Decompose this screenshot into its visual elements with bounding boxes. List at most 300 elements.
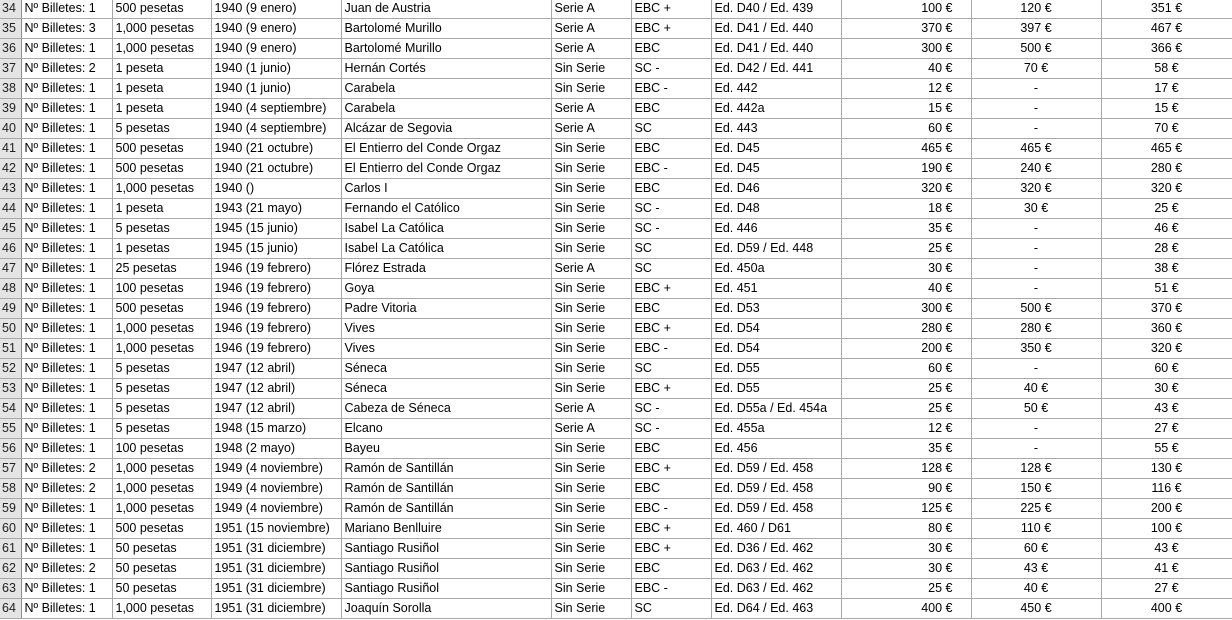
- date-cell[interactable]: 1951 (31 diciembre): [211, 559, 341, 579]
- price-2-cell[interactable]: 350 €: [971, 339, 1101, 359]
- price-3-cell[interactable]: 320 €: [1101, 179, 1232, 199]
- catalog-cell[interactable]: Ed. D40 / Ed. 439: [711, 0, 841, 19]
- date-cell[interactable]: 1949 (4 noviembre): [211, 459, 341, 479]
- grade-cell[interactable]: SC -: [631, 219, 711, 239]
- billetes-count-cell[interactable]: Nº Billetes: 1: [21, 539, 112, 559]
- grade-cell[interactable]: EBC: [631, 439, 711, 459]
- serie-cell[interactable]: Sin Serie: [551, 199, 631, 219]
- price-3-cell[interactable]: 366 €: [1101, 39, 1232, 59]
- billetes-count-cell[interactable]: Nº Billetes: 1: [21, 179, 112, 199]
- billetes-count-cell[interactable]: Nº Billetes: 2: [21, 479, 112, 499]
- grade-cell[interactable]: EBC: [631, 139, 711, 159]
- denomination-cell[interactable]: 1 peseta: [112, 79, 211, 99]
- serie-cell[interactable]: Serie A: [551, 259, 631, 279]
- denomination-cell[interactable]: 50 pesetas: [112, 579, 211, 599]
- price-1-cell[interactable]: 12 €: [841, 419, 971, 439]
- price-3-cell[interactable]: 25 €: [1101, 199, 1232, 219]
- serie-cell[interactable]: Serie A: [551, 399, 631, 419]
- grade-cell[interactable]: EBC: [631, 99, 711, 119]
- grade-cell[interactable]: SC -: [631, 199, 711, 219]
- design-cell[interactable]: Cabeza de Séneca: [341, 399, 551, 419]
- design-cell[interactable]: Santiago Rusiñol: [341, 579, 551, 599]
- denomination-cell[interactable]: 5 pesetas: [112, 399, 211, 419]
- catalog-cell[interactable]: Ed. 446: [711, 219, 841, 239]
- row-header[interactable]: 59: [0, 499, 21, 519]
- price-1-cell[interactable]: 25 €: [841, 399, 971, 419]
- design-cell[interactable]: Juan de Austria: [341, 0, 551, 19]
- design-cell[interactable]: Vives: [341, 319, 551, 339]
- serie-cell[interactable]: Sin Serie: [551, 579, 631, 599]
- row-header[interactable]: 45: [0, 219, 21, 239]
- price-1-cell[interactable]: 300 €: [841, 299, 971, 319]
- date-cell[interactable]: 1948 (15 marzo): [211, 419, 341, 439]
- design-cell[interactable]: Ramón de Santillán: [341, 479, 551, 499]
- price-3-cell[interactable]: 351 €: [1101, 0, 1232, 19]
- price-2-cell[interactable]: 50 €: [971, 399, 1101, 419]
- serie-cell[interactable]: Sin Serie: [551, 79, 631, 99]
- denomination-cell[interactable]: 100 pesetas: [112, 439, 211, 459]
- catalog-cell[interactable]: Ed. D46: [711, 179, 841, 199]
- row-header[interactable]: 54: [0, 399, 21, 419]
- design-cell[interactable]: Isabel La Católica: [341, 239, 551, 259]
- price-2-cell[interactable]: 40 €: [971, 379, 1101, 399]
- design-cell[interactable]: Fernando el Católico: [341, 199, 551, 219]
- price-1-cell[interactable]: 35 €: [841, 219, 971, 239]
- price-3-cell[interactable]: 27 €: [1101, 579, 1232, 599]
- date-cell[interactable]: 1947 (12 abril): [211, 359, 341, 379]
- row-header[interactable]: 62: [0, 559, 21, 579]
- date-cell[interactable]: 1940 (9 enero): [211, 0, 341, 19]
- billetes-count-cell[interactable]: Nº Billetes: 1: [21, 519, 112, 539]
- price-1-cell[interactable]: 30 €: [841, 559, 971, 579]
- price-2-cell[interactable]: 397 €: [971, 19, 1101, 39]
- price-3-cell[interactable]: 51 €: [1101, 279, 1232, 299]
- price-1-cell[interactable]: 40 €: [841, 59, 971, 79]
- price-2-cell[interactable]: 43 €: [971, 559, 1101, 579]
- serie-cell[interactable]: Sin Serie: [551, 459, 631, 479]
- price-3-cell[interactable]: 43 €: [1101, 539, 1232, 559]
- denomination-cell[interactable]: 1,000 pesetas: [112, 19, 211, 39]
- date-cell[interactable]: 1940 (4 septiembre): [211, 119, 341, 139]
- price-1-cell[interactable]: 25 €: [841, 579, 971, 599]
- date-cell[interactable]: 1940 (4 septiembre): [211, 99, 341, 119]
- price-2-cell[interactable]: 110 €: [971, 519, 1101, 539]
- serie-cell[interactable]: Serie A: [551, 19, 631, 39]
- design-cell[interactable]: Ramón de Santillán: [341, 499, 551, 519]
- catalog-cell[interactable]: Ed. D42 / Ed. 441: [711, 59, 841, 79]
- grade-cell[interactable]: EBC +: [631, 539, 711, 559]
- catalog-cell[interactable]: Ed. 442: [711, 79, 841, 99]
- billetes-count-cell[interactable]: Nº Billetes: 1: [21, 399, 112, 419]
- row-header[interactable]: 53: [0, 379, 21, 399]
- row-header[interactable]: 46: [0, 239, 21, 259]
- price-1-cell[interactable]: 60 €: [841, 359, 971, 379]
- grade-cell[interactable]: SC: [631, 239, 711, 259]
- date-cell[interactable]: 1946 (19 febrero): [211, 279, 341, 299]
- billetes-count-cell[interactable]: Nº Billetes: 1: [21, 119, 112, 139]
- serie-cell[interactable]: Sin Serie: [551, 559, 631, 579]
- serie-cell[interactable]: Sin Serie: [551, 219, 631, 239]
- billetes-count-cell[interactable]: Nº Billetes: 1: [21, 79, 112, 99]
- price-1-cell[interactable]: 30 €: [841, 539, 971, 559]
- grade-cell[interactable]: EBC -: [631, 579, 711, 599]
- grade-cell[interactable]: EBC: [631, 299, 711, 319]
- denomination-cell[interactable]: 1 peseta: [112, 199, 211, 219]
- design-cell[interactable]: Bartolomé Murillo: [341, 19, 551, 39]
- price-3-cell[interactable]: 467 €: [1101, 19, 1232, 39]
- price-1-cell[interactable]: 100 €: [841, 0, 971, 19]
- date-cell[interactable]: 1948 (2 mayo): [211, 439, 341, 459]
- catalog-cell[interactable]: Ed. D55: [711, 359, 841, 379]
- denomination-cell[interactable]: 50 pesetas: [112, 539, 211, 559]
- grade-cell[interactable]: EBC -: [631, 339, 711, 359]
- date-cell[interactable]: 1940 (1 junio): [211, 59, 341, 79]
- date-cell[interactable]: 1945 (15 junio): [211, 219, 341, 239]
- date-cell[interactable]: 1947 (12 abril): [211, 379, 341, 399]
- grade-cell[interactable]: SC -: [631, 399, 711, 419]
- serie-cell[interactable]: Sin Serie: [551, 319, 631, 339]
- price-2-cell[interactable]: 450 €: [971, 599, 1101, 619]
- denomination-cell[interactable]: 5 pesetas: [112, 419, 211, 439]
- price-2-cell[interactable]: 225 €: [971, 499, 1101, 519]
- price-3-cell[interactable]: 58 €: [1101, 59, 1232, 79]
- date-cell[interactable]: 1940 (9 enero): [211, 19, 341, 39]
- serie-cell[interactable]: Sin Serie: [551, 379, 631, 399]
- price-1-cell[interactable]: 125 €: [841, 499, 971, 519]
- catalog-cell[interactable]: Ed. 443: [711, 119, 841, 139]
- design-cell[interactable]: Carabela: [341, 99, 551, 119]
- row-header[interactable]: 41: [0, 139, 21, 159]
- date-cell[interactable]: 1949 (4 noviembre): [211, 479, 341, 499]
- catalog-cell[interactable]: Ed. D59 / Ed. 458: [711, 459, 841, 479]
- denomination-cell[interactable]: 500 pesetas: [112, 139, 211, 159]
- catalog-cell[interactable]: Ed. D59 / Ed. 458: [711, 479, 841, 499]
- price-3-cell[interactable]: 41 €: [1101, 559, 1232, 579]
- price-2-cell[interactable]: -: [971, 119, 1101, 139]
- price-1-cell[interactable]: 300 €: [841, 39, 971, 59]
- billetes-count-cell[interactable]: Nº Billetes: 1: [21, 419, 112, 439]
- price-3-cell[interactable]: 130 €: [1101, 459, 1232, 479]
- row-header[interactable]: 37: [0, 59, 21, 79]
- denomination-cell[interactable]: 1,000 pesetas: [112, 179, 211, 199]
- date-cell[interactable]: 1951 (31 diciembre): [211, 599, 341, 619]
- price-2-cell[interactable]: 465 €: [971, 139, 1101, 159]
- price-1-cell[interactable]: 80 €: [841, 519, 971, 539]
- serie-cell[interactable]: Sin Serie: [551, 539, 631, 559]
- catalog-cell[interactable]: Ed. 455a: [711, 419, 841, 439]
- price-2-cell[interactable]: -: [971, 239, 1101, 259]
- catalog-cell[interactable]: Ed. D64 / Ed. 463: [711, 599, 841, 619]
- denomination-cell[interactable]: 500 pesetas: [112, 159, 211, 179]
- catalog-cell[interactable]: Ed. D54: [711, 339, 841, 359]
- billetes-count-cell[interactable]: Nº Billetes: 1: [21, 499, 112, 519]
- grade-cell[interactable]: SC: [631, 119, 711, 139]
- design-cell[interactable]: Goya: [341, 279, 551, 299]
- price-1-cell[interactable]: 60 €: [841, 119, 971, 139]
- grade-cell[interactable]: SC: [631, 599, 711, 619]
- design-cell[interactable]: Isabel La Católica: [341, 219, 551, 239]
- grade-cell[interactable]: SC: [631, 359, 711, 379]
- catalog-cell[interactable]: Ed. D36 / Ed. 462: [711, 539, 841, 559]
- row-header[interactable]: 39: [0, 99, 21, 119]
- row-header[interactable]: 44: [0, 199, 21, 219]
- serie-cell[interactable]: Sin Serie: [551, 299, 631, 319]
- price-2-cell[interactable]: 70 €: [971, 59, 1101, 79]
- catalog-cell[interactable]: Ed. 456: [711, 439, 841, 459]
- price-2-cell[interactable]: 40 €: [971, 579, 1101, 599]
- catalog-cell[interactable]: Ed. D45: [711, 139, 841, 159]
- price-1-cell[interactable]: 128 €: [841, 459, 971, 479]
- billetes-count-cell[interactable]: Nº Billetes: 3: [21, 19, 112, 39]
- catalog-cell[interactable]: Ed. D48: [711, 199, 841, 219]
- price-3-cell[interactable]: 465 €: [1101, 139, 1232, 159]
- price-1-cell[interactable]: 18 €: [841, 199, 971, 219]
- price-1-cell[interactable]: 190 €: [841, 159, 971, 179]
- row-header[interactable]: 61: [0, 539, 21, 559]
- price-3-cell[interactable]: 55 €: [1101, 439, 1232, 459]
- billetes-count-cell[interactable]: Nº Billetes: 1: [21, 99, 112, 119]
- grade-cell[interactable]: EBC: [631, 39, 711, 59]
- serie-cell[interactable]: Sin Serie: [551, 359, 631, 379]
- grade-cell[interactable]: EBC +: [631, 459, 711, 479]
- row-header[interactable]: 48: [0, 279, 21, 299]
- denomination-cell[interactable]: 25 pesetas: [112, 259, 211, 279]
- price-2-cell[interactable]: 150 €: [971, 479, 1101, 499]
- price-3-cell[interactable]: 280 €: [1101, 159, 1232, 179]
- design-cell[interactable]: El Entierro del Conde Orgaz: [341, 139, 551, 159]
- billetes-count-cell[interactable]: Nº Billetes: 2: [21, 59, 112, 79]
- design-cell[interactable]: Bartolomé Murillo: [341, 39, 551, 59]
- catalog-cell[interactable]: Ed. D63 / Ed. 462: [711, 559, 841, 579]
- catalog-cell[interactable]: Ed. 442a: [711, 99, 841, 119]
- design-cell[interactable]: Carabela: [341, 79, 551, 99]
- price-1-cell[interactable]: 280 €: [841, 319, 971, 339]
- price-3-cell[interactable]: 15 €: [1101, 99, 1232, 119]
- denomination-cell[interactable]: 1 peseta: [112, 59, 211, 79]
- grade-cell[interactable]: SC -: [631, 419, 711, 439]
- design-cell[interactable]: Mariano Benlluire: [341, 519, 551, 539]
- grade-cell[interactable]: EBC -: [631, 499, 711, 519]
- billetes-count-cell[interactable]: Nº Billetes: 1: [21, 299, 112, 319]
- denomination-cell[interactable]: 1,000 pesetas: [112, 459, 211, 479]
- row-header[interactable]: 50: [0, 319, 21, 339]
- date-cell[interactable]: 1946 (19 febrero): [211, 299, 341, 319]
- price-3-cell[interactable]: 27 €: [1101, 419, 1232, 439]
- row-header[interactable]: 60: [0, 519, 21, 539]
- catalog-cell[interactable]: Ed. D41 / Ed. 440: [711, 19, 841, 39]
- row-header[interactable]: 35: [0, 19, 21, 39]
- price-3-cell[interactable]: 38 €: [1101, 259, 1232, 279]
- catalog-cell[interactable]: Ed. D59 / Ed. 448: [711, 239, 841, 259]
- price-2-cell[interactable]: 240 €: [971, 159, 1101, 179]
- design-cell[interactable]: El Entierro del Conde Orgaz: [341, 159, 551, 179]
- price-2-cell[interactable]: -: [971, 99, 1101, 119]
- row-header[interactable]: 55: [0, 419, 21, 439]
- serie-cell[interactable]: Serie A: [551, 419, 631, 439]
- design-cell[interactable]: Vives: [341, 339, 551, 359]
- date-cell[interactable]: 1947 (12 abril): [211, 399, 341, 419]
- price-1-cell[interactable]: 400 €: [841, 599, 971, 619]
- billetes-count-cell[interactable]: Nº Billetes: 1: [21, 319, 112, 339]
- date-cell[interactable]: 1940 (21 octubre): [211, 139, 341, 159]
- row-header[interactable]: 38: [0, 79, 21, 99]
- serie-cell[interactable]: Sin Serie: [551, 279, 631, 299]
- serie-cell[interactable]: Serie A: [551, 0, 631, 19]
- price-2-cell[interactable]: -: [971, 359, 1101, 379]
- catalog-cell[interactable]: Ed. D55a / Ed. 454a: [711, 399, 841, 419]
- serie-cell[interactable]: Sin Serie: [551, 519, 631, 539]
- catalog-cell[interactable]: Ed. 450a: [711, 259, 841, 279]
- denomination-cell[interactable]: 500 pesetas: [112, 519, 211, 539]
- date-cell[interactable]: 1940 (21 octubre): [211, 159, 341, 179]
- price-3-cell[interactable]: 370 €: [1101, 299, 1232, 319]
- price-2-cell[interactable]: 500 €: [971, 39, 1101, 59]
- grade-cell[interactable]: SC -: [631, 59, 711, 79]
- billetes-count-cell[interactable]: Nº Billetes: 1: [21, 599, 112, 619]
- price-1-cell[interactable]: 15 €: [841, 99, 971, 119]
- denomination-cell[interactable]: 100 pesetas: [112, 279, 211, 299]
- serie-cell[interactable]: Sin Serie: [551, 159, 631, 179]
- design-cell[interactable]: Alcázar de Segovia: [341, 119, 551, 139]
- serie-cell[interactable]: Sin Serie: [551, 59, 631, 79]
- price-2-cell[interactable]: 280 €: [971, 319, 1101, 339]
- price-1-cell[interactable]: 12 €: [841, 79, 971, 99]
- serie-cell[interactable]: Sin Serie: [551, 499, 631, 519]
- row-header[interactable]: 52: [0, 359, 21, 379]
- serie-cell[interactable]: Serie A: [551, 99, 631, 119]
- design-cell[interactable]: Carlos I: [341, 179, 551, 199]
- date-cell[interactable]: 1946 (19 febrero): [211, 319, 341, 339]
- price-3-cell[interactable]: 43 €: [1101, 399, 1232, 419]
- billetes-count-cell[interactable]: Nº Billetes: 1: [21, 139, 112, 159]
- design-cell[interactable]: Hernán Cortés: [341, 59, 551, 79]
- billetes-count-cell[interactable]: Nº Billetes: 1: [21, 579, 112, 599]
- price-2-cell[interactable]: 320 €: [971, 179, 1101, 199]
- billetes-count-cell[interactable]: Nº Billetes: 1: [21, 0, 112, 19]
- price-1-cell[interactable]: 40 €: [841, 279, 971, 299]
- denomination-cell[interactable]: 5 pesetas: [112, 379, 211, 399]
- billetes-count-cell[interactable]: Nº Billetes: 1: [21, 259, 112, 279]
- row-header[interactable]: 43: [0, 179, 21, 199]
- design-cell[interactable]: Santiago Rusiñol: [341, 559, 551, 579]
- date-cell[interactable]: 1949 (4 noviembre): [211, 499, 341, 519]
- price-1-cell[interactable]: 465 €: [841, 139, 971, 159]
- row-header[interactable]: 51: [0, 339, 21, 359]
- billetes-count-cell[interactable]: Nº Billetes: 1: [21, 379, 112, 399]
- catalog-cell[interactable]: Ed. D45: [711, 159, 841, 179]
- grade-cell[interactable]: EBC +: [631, 519, 711, 539]
- denomination-cell[interactable]: 5 pesetas: [112, 359, 211, 379]
- billetes-count-cell[interactable]: Nº Billetes: 1: [21, 159, 112, 179]
- price-2-cell[interactable]: -: [971, 419, 1101, 439]
- denomination-cell[interactable]: 500 pesetas: [112, 299, 211, 319]
- billetes-count-cell[interactable]: Nº Billetes: 2: [21, 559, 112, 579]
- catalog-cell[interactable]: Ed. D55: [711, 379, 841, 399]
- price-1-cell[interactable]: 25 €: [841, 379, 971, 399]
- billetes-count-cell[interactable]: Nº Billetes: 1: [21, 439, 112, 459]
- catalog-cell[interactable]: Ed. D41 / Ed. 440: [711, 39, 841, 59]
- date-cell[interactable]: 1951 (31 diciembre): [211, 579, 341, 599]
- denomination-cell[interactable]: 5 pesetas: [112, 119, 211, 139]
- denomination-cell[interactable]: 5 pesetas: [112, 219, 211, 239]
- denomination-cell[interactable]: 1,000 pesetas: [112, 319, 211, 339]
- row-header[interactable]: 49: [0, 299, 21, 319]
- grade-cell[interactable]: EBC -: [631, 159, 711, 179]
- price-3-cell[interactable]: 320 €: [1101, 339, 1232, 359]
- grade-cell[interactable]: EBC +: [631, 379, 711, 399]
- grade-cell[interactable]: EBC +: [631, 279, 711, 299]
- price-2-cell[interactable]: -: [971, 79, 1101, 99]
- row-header[interactable]: 36: [0, 39, 21, 59]
- row-header[interactable]: 58: [0, 479, 21, 499]
- grade-cell[interactable]: EBC +: [631, 19, 711, 39]
- row-header[interactable]: 63: [0, 579, 21, 599]
- price-3-cell[interactable]: 70 €: [1101, 119, 1232, 139]
- serie-cell[interactable]: Sin Serie: [551, 179, 631, 199]
- price-1-cell[interactable]: 25 €: [841, 239, 971, 259]
- price-2-cell[interactable]: -: [971, 279, 1101, 299]
- date-cell[interactable]: 1940 (): [211, 179, 341, 199]
- billetes-count-cell[interactable]: Nº Billetes: 1: [21, 199, 112, 219]
- catalog-cell[interactable]: Ed. D63 / Ed. 462: [711, 579, 841, 599]
- design-cell[interactable]: Padre Vitoria: [341, 299, 551, 319]
- row-header[interactable]: 57: [0, 459, 21, 479]
- price-2-cell[interactable]: 30 €: [971, 199, 1101, 219]
- denomination-cell[interactable]: 1,000 pesetas: [112, 339, 211, 359]
- price-2-cell[interactable]: -: [971, 219, 1101, 239]
- billetes-count-cell[interactable]: Nº Billetes: 1: [21, 219, 112, 239]
- price-1-cell[interactable]: 35 €: [841, 439, 971, 459]
- billetes-count-cell[interactable]: Nº Billetes: 1: [21, 239, 112, 259]
- price-3-cell[interactable]: 116 €: [1101, 479, 1232, 499]
- serie-cell[interactable]: Sin Serie: [551, 339, 631, 359]
- design-cell[interactable]: Séneca: [341, 359, 551, 379]
- price-1-cell[interactable]: 320 €: [841, 179, 971, 199]
- grade-cell[interactable]: EBC -: [631, 79, 711, 99]
- grade-cell[interactable]: EBC +: [631, 319, 711, 339]
- grade-cell[interactable]: EBC: [631, 559, 711, 579]
- grade-cell[interactable]: EBC +: [631, 0, 711, 19]
- price-3-cell[interactable]: 17 €: [1101, 79, 1232, 99]
- price-3-cell[interactable]: 30 €: [1101, 379, 1232, 399]
- row-header[interactable]: 34: [0, 0, 21, 19]
- price-2-cell[interactable]: 128 €: [971, 459, 1101, 479]
- catalog-cell[interactable]: Ed. 451: [711, 279, 841, 299]
- serie-cell[interactable]: Serie A: [551, 119, 631, 139]
- date-cell[interactable]: 1951 (31 diciembre): [211, 539, 341, 559]
- serie-cell[interactable]: Sin Serie: [551, 439, 631, 459]
- date-cell[interactable]: 1940 (1 junio): [211, 79, 341, 99]
- catalog-cell[interactable]: Ed. D53: [711, 299, 841, 319]
- date-cell[interactable]: 1943 (21 mayo): [211, 199, 341, 219]
- billetes-count-cell[interactable]: Nº Billetes: 1: [21, 359, 112, 379]
- price-1-cell[interactable]: 90 €: [841, 479, 971, 499]
- billetes-count-cell[interactable]: Nº Billetes: 1: [21, 39, 112, 59]
- price-1-cell[interactable]: 30 €: [841, 259, 971, 279]
- denomination-cell[interactable]: 1 peseta: [112, 99, 211, 119]
- grade-cell[interactable]: SC: [631, 259, 711, 279]
- serie-cell[interactable]: Sin Serie: [551, 239, 631, 259]
- price-1-cell[interactable]: 200 €: [841, 339, 971, 359]
- catalog-cell[interactable]: Ed. 460 / D61: [711, 519, 841, 539]
- price-3-cell[interactable]: 28 €: [1101, 239, 1232, 259]
- serie-cell[interactable]: Serie A: [551, 39, 631, 59]
- denomination-cell[interactable]: 1,000 pesetas: [112, 499, 211, 519]
- billetes-count-cell[interactable]: Nº Billetes: 1: [21, 339, 112, 359]
- price-1-cell[interactable]: 370 €: [841, 19, 971, 39]
- design-cell[interactable]: Elcano: [341, 419, 551, 439]
- denomination-cell[interactable]: 1,000 pesetas: [112, 479, 211, 499]
